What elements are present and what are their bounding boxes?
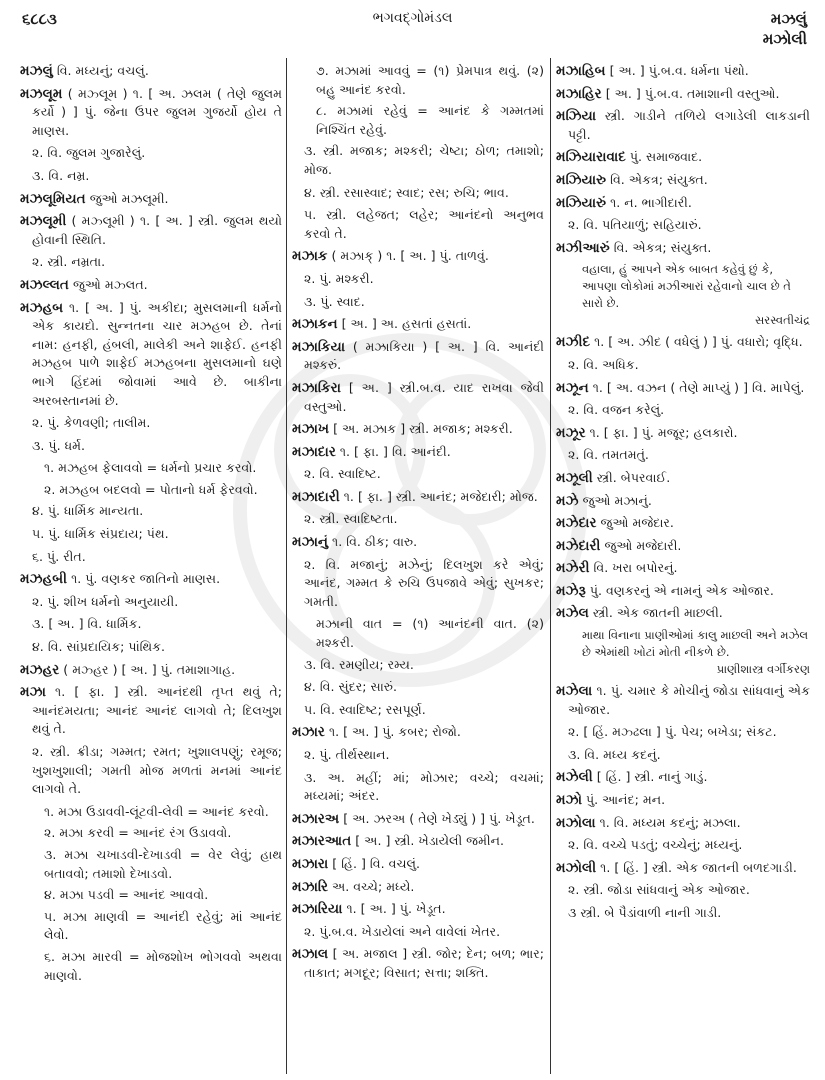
headword: મઝીદ xyxy=(556,334,591,351)
definition-text: ( મઝાકિયા ) [ અ. ] વિ. આનંદી મશ્કરું. xyxy=(304,338,544,373)
headword: મઝાર xyxy=(292,724,325,741)
definition-text: પું. સમાજવાદ. xyxy=(629,149,703,165)
definition-text: [ અ. ઝરઅ ( તેણે ખેડ્યું ) ] પું. ખેડૂત. xyxy=(343,810,535,826)
headword: મઝા xyxy=(20,684,46,701)
entry-sense xyxy=(292,465,544,484)
entry-sense xyxy=(20,638,282,657)
definition-text: વિ. ખરા બપોરનું. xyxy=(593,560,678,576)
column-divider xyxy=(550,58,551,1074)
headword: મઝાહિર xyxy=(556,85,602,102)
definition-text: ( મઝ્લૂમ ) ૧. [ અ. ઝલમ ( તેણે જુલમ કર્યો ) ] પું. જેના ઉપર જુલમ ગુજર્યો હોય તે માણસ. xyxy=(32,85,282,138)
citation-quote xyxy=(556,261,810,329)
dictionary-entry xyxy=(20,190,282,209)
entry-sense xyxy=(556,881,810,900)
dictionary-entry xyxy=(292,723,544,742)
definition-text: ૧. [ હિં. ] સ્ત્રી. એક જાતની બળદગાડી. xyxy=(600,859,797,875)
dictionary-entry xyxy=(556,148,810,167)
dictionary-entry xyxy=(292,832,544,851)
entry-sense xyxy=(556,356,810,375)
dictionary-entry xyxy=(20,276,282,295)
definition-text: ૩ સ્ત્રી. બે પૈડાંવાળી નાની ગાડી. xyxy=(568,905,722,920)
dictionary-entry xyxy=(556,582,810,601)
definition-text: [ અ. ] સ્ત્રી.બ.વ. યાદ રાખવા જેવી વસ્તુઓ. xyxy=(304,379,544,414)
headword: મઝલૂમી xyxy=(20,213,67,230)
headword: મઝેલ xyxy=(556,605,589,622)
entry-sense xyxy=(292,769,544,806)
headword: મઝલૂમ xyxy=(20,85,63,102)
column-2 xyxy=(292,62,544,987)
entry-sense xyxy=(556,216,810,235)
headword: મઝાનું xyxy=(292,534,329,551)
definition-text: ૨. પું.બ.વ. ખેડાયેલાં અને વાવેલાં ખેતર. xyxy=(304,923,501,939)
headword: મઝહબી xyxy=(20,571,68,588)
headword: મઝેરી xyxy=(556,560,590,577)
headword: મઝિયારુ xyxy=(556,171,607,188)
definition-text: [ અ. મઝાક ] સ્ત્રી. મજાક; મશ્કરી. xyxy=(333,421,513,437)
definition-text: ૩. અ. મહીં; માં; મોઝાર; વચ્ચે; વચમાં; મધ્યમાં; અંદર. xyxy=(304,769,544,804)
definition-text: ( મઝ્લૂમી ) ૧. [ અ. ] સ્ત્રી. જુલમ થયો હોવાની સ્થિતિ. xyxy=(32,213,282,247)
dictionary-entry xyxy=(556,171,810,190)
page-number: ૬૮૮૩ xyxy=(22,10,57,28)
definition-text: સ્ત્રી. એક જાતની માછલી. xyxy=(592,605,723,621)
dictionary-entry xyxy=(556,492,810,511)
entry-sense xyxy=(292,62,544,99)
dictionary-entry xyxy=(20,62,282,81)
definition-text: જુઓ મઝાનું. xyxy=(582,492,652,508)
definition-text: ૧. [ અ. ] પું. કબર; રોજો. xyxy=(328,724,461,740)
definition-text: વહાલા, હું આપને એક બાબત કહેવું છું કે, આપણા લોકોમાં મઝીઆરાં રહેવાનો ચાલ છે તે સારો છે. xyxy=(582,262,791,311)
dictionary-entry xyxy=(556,62,810,81)
definition-text: ૨. પું. મશ્કરી. xyxy=(304,270,374,286)
entry-sense xyxy=(292,142,544,179)
headword: મઝલ્લત xyxy=(20,276,69,293)
entry-sense xyxy=(556,446,810,465)
headword: મઝૂન xyxy=(556,379,589,396)
entry-sense xyxy=(556,746,810,765)
book-title: ભગવદ્ગોમંડલ xyxy=(372,10,453,26)
definition-text: ૨. સ્ત્રી. સ્વાદિષ્ટતા. xyxy=(304,511,398,527)
definition-text: ૧. [ ફા. ] પું. મજૂર; હલકારો. xyxy=(589,424,738,440)
definition-text: પું. વણકરનું એ નામનું એક ઓજાર. xyxy=(589,582,774,598)
entry-sense xyxy=(292,701,544,720)
definition-text: ૧. ન. ભાગીદારી. xyxy=(610,194,692,210)
definition-text: ૬. પું. રીત. xyxy=(32,548,86,564)
entry-sense xyxy=(20,144,282,163)
headword: મઝહબ xyxy=(20,299,64,316)
definition-text: વિ. એકત્ર; સંયુક્ત. xyxy=(610,171,708,187)
entry-sense xyxy=(20,502,282,521)
column-3 xyxy=(556,62,810,927)
definition-text: ૨. વિ. સ્વાદિષ્ટ. xyxy=(304,466,381,482)
definition-text: અ. વચ્ચે; મધ્યે. xyxy=(332,878,415,894)
definition-text: ૨. વિ. તમતમતું. xyxy=(568,447,649,463)
definition-text: ૩. સ્ત્રી. મજાક; મશ્કરી; ચેષ્ટા; ઠોળ; તમાશો; મોજ. xyxy=(304,143,544,177)
definition-text: ૧. [ ફા. ] સ્ત્રી. આનંદથી તૃપ્ત થવું તે; આનંદમયતા; આનંદ આનંદ લાગવો તે; દિલખુશ થવું તે. xyxy=(32,684,282,737)
dictionary-entry xyxy=(292,533,544,552)
definition-text: ૧. [ અ. ] પું. અકીદા; મુસલમાની ધર્મનો એક કાયદો. સુન્નતના ચાર મઝહબ છે. તેનાં નામ: હનફી, હંબલી, માલેકી અને શાફેઈ. હનફી મઝહબ પાળે શાફેઈ મઝહબના મુસલમાનો ઘણે ભાગે હિંદમાં જોવામાં આવે છે. બાકીના અરબસ્તાનમાં છે. xyxy=(32,299,282,408)
entry-sense xyxy=(20,824,282,843)
headword: મઝોલા xyxy=(556,814,596,831)
definition-text: ૧. મઝા ઉડાવવી-લૂંટવી-લેવી = આનંદ કરવો. xyxy=(44,803,269,819)
headword: મઝે xyxy=(556,492,579,509)
headword: મઝાક xyxy=(292,248,328,265)
definition-text: ૨. મઝા કરવી = આનંદ રંગ ઉડાવવો. xyxy=(44,825,232,841)
definition-text: ૩. વિ. નમ્ર. xyxy=(32,167,90,183)
definition-text: [ હિં. ] વિ. વચલું. xyxy=(332,855,421,871)
headword: મઝલૂમિયત xyxy=(20,190,86,207)
definition-text: સ્ત્રી. ગાડીને તળિયે લગાડેલી લાકડાની પટ્ટી. xyxy=(568,108,810,142)
headword: મઝેરૂ xyxy=(556,582,586,599)
headword: મઝારિયા xyxy=(292,901,343,918)
definition-text: ( મઝ્હર ) [ અ. ] પું. તમાશાગાહ. xyxy=(63,661,236,677)
definition-text: ૨. [ હિં. મઝ્ઢલા ] પું. પેચ; બખેડા; સંકટ. xyxy=(568,724,777,740)
definition-text: વિ. એકત્ર; સંયુક્ત. xyxy=(613,239,712,255)
dictionary-entry xyxy=(292,420,544,439)
definition-text: ૨. વિ. જુલમ ગુજારેલું. xyxy=(32,145,146,161)
entry-sense xyxy=(20,459,282,478)
definition-text: ૬. મઝા મારવી = મોજશોખ ભોગવવો અથવા માણવો. xyxy=(44,948,282,983)
headword: મઝિયારું xyxy=(556,194,607,211)
entry-sense xyxy=(556,904,810,923)
dictionary-entry xyxy=(292,315,544,334)
citation-source: સરસ્વતીચંદ્ર xyxy=(754,313,810,328)
headword: મઝલું xyxy=(20,63,53,79)
dictionary-entry xyxy=(556,537,810,556)
entry-sense xyxy=(556,836,810,855)
entry-sense xyxy=(556,723,810,742)
guide-word-last: મઝોલી xyxy=(762,30,807,48)
definition-text: જુઓ મજેદાર. xyxy=(600,515,674,531)
definition-text: ( મઝાક્ ) ૧. [ અ. ] પું. તાળવું. xyxy=(331,248,489,264)
entry-sense xyxy=(20,548,282,567)
headword: મઝાદાર xyxy=(292,443,336,460)
dictionary-entry xyxy=(292,488,544,507)
headword: મઝો xyxy=(556,792,582,809)
column-1 xyxy=(20,62,282,988)
definition-text: જુઓ મઝલૂમી. xyxy=(89,190,169,206)
headword: મઝૂર xyxy=(556,424,586,441)
dictionary-entry xyxy=(292,379,544,416)
entry-sense xyxy=(20,948,282,985)
dictionary-entry xyxy=(292,247,544,266)
headword: મઝાખ xyxy=(292,421,330,438)
definition-text: [ હિં. ] સ્ત્રી. નાનું ગાડું. xyxy=(596,769,708,785)
definition-text: ૫. પું. ધાર્મિક સંપ્રદાય; પંથ. xyxy=(32,526,169,542)
column-divider xyxy=(286,58,287,1074)
dictionary-entry xyxy=(20,683,282,739)
dictionary-entry xyxy=(556,682,810,719)
definition-text: ૨. વિ. મજાનું; મઝેનું; દિલખુશ કરે એવું; આનંદ, ગમ્મત કે રુચિ ઉપજાવે એવું; સુખકર; ગમતી. xyxy=(304,556,544,609)
headword: મઝારિ xyxy=(292,878,328,895)
definition-text: ૨. સ્ત્રી. ક્રીડા; ગમ્મત; રમત; ખુશાલપણું; રમૂજ; ખુશખુશાલી; ગમતી મોજ મળતાં મનમાં આનંદ લાગવો તે. xyxy=(32,744,282,797)
definition-text: ૩. મઝા ચખાડવી-દેખાડવી = વેર લેવું; હાથ બતાવવો; તમાશો દેખાડવો. xyxy=(44,846,282,881)
citation-source: પ્રાણીશાસ્ત્ર વર્ગીકરણ xyxy=(716,662,810,677)
entry-sense xyxy=(20,803,282,822)
dictionary-entry xyxy=(20,212,282,249)
entry-sense xyxy=(20,615,282,634)
headword: મઝાહિબ xyxy=(556,63,606,79)
definition-text: ૨. પું. કેળવણી; તાલીમ. xyxy=(32,415,151,431)
definition-text: ૧. વિ. ઠીક; વારુ. xyxy=(332,534,418,550)
entry-sense xyxy=(292,615,544,652)
definition-text: ૧. મઝહબ ફેલાવવો = ધર્મનો પ્રચાર કરવો. xyxy=(44,460,257,476)
headword: મઝાકિરા xyxy=(292,379,341,396)
entry-sense xyxy=(292,656,544,675)
dictionary-entry xyxy=(556,604,810,623)
dictionary-entry xyxy=(556,239,810,258)
headword: મઝેદારી xyxy=(556,537,601,554)
definition-text: ૩. પું. સ્વાદ. xyxy=(304,293,365,309)
dictionary-entry xyxy=(556,333,810,352)
definition-text: ૧. [ અ. ઝીદ ( વધેલું ) ] પું. વધારો; વૃદ્ધિ. xyxy=(594,334,803,350)
entry-sense xyxy=(292,556,544,612)
definition-text: ૨. પું. શીખ ધર્મનો અનુયાયી. xyxy=(32,593,179,609)
definition-text: ૧. વિ. મધ્યમ કદનું; મઝલા. xyxy=(599,814,741,830)
entry-sense xyxy=(20,253,282,272)
definition-text: ૩. વિ. રમણીય; રમ્ય. xyxy=(304,656,414,672)
headword: મઝાલ xyxy=(292,946,329,963)
dictionary-entry xyxy=(292,810,544,829)
definition-text: સ્ત્રી. બેપરવાઈ. xyxy=(596,469,671,485)
headword: મઝેલા xyxy=(556,683,593,700)
definition-text: ૫. મઝા માણવી = આનંદી રહેવું; માં આનંદ લેવો. xyxy=(44,908,282,943)
definition-text: પું. આનંદ; મન. xyxy=(585,792,666,808)
dictionary-entry xyxy=(556,424,810,443)
guide-word-first: મઝલું xyxy=(770,10,807,28)
dictionary-entry xyxy=(292,945,544,982)
entry-sense xyxy=(292,510,544,529)
dictionary-entry xyxy=(292,338,544,375)
dictionary-entry xyxy=(20,661,282,680)
entry-sense xyxy=(20,414,282,433)
headword: મઝારા xyxy=(292,855,329,872)
headword: મઝારઅ xyxy=(292,810,340,827)
dictionary-entry xyxy=(20,85,282,141)
definition-text: ૨. વિ. અધિક. xyxy=(568,356,639,372)
definition-text: [ અ. ] પું.બ.વ. ધર્મના પંથો. xyxy=(609,63,749,78)
dictionary-entry xyxy=(556,559,810,578)
entry-sense xyxy=(20,886,282,905)
entry-sense xyxy=(292,293,544,312)
definition-text: ૧. [ અ. ] પું. ખેડૂત. xyxy=(346,901,446,917)
entry-sense xyxy=(292,746,544,765)
entry-sense xyxy=(292,184,544,203)
headword: મઝાદારી xyxy=(292,488,340,505)
entry-sense xyxy=(556,401,810,420)
dictionary-entry xyxy=(292,900,544,919)
headword: મઝીઆરું xyxy=(556,239,610,256)
dictionary-entry xyxy=(556,768,810,787)
definition-text: ૨. સ્ત્રી. નમ્રતા. xyxy=(32,254,106,270)
entry-sense xyxy=(20,743,282,799)
definition-text: જુઓ મઝ્લત. xyxy=(72,276,148,292)
definition-text: ૪. પું. ધાર્મિક માન્યતા. xyxy=(32,503,144,519)
definition-text: [ અ. ] પું.બ.વ. તમાશાની વસ્તુઓ. xyxy=(605,85,780,101)
entry-sense xyxy=(20,593,282,612)
dictionary-entry xyxy=(292,878,544,897)
headword: મઝાકિયા xyxy=(292,338,346,355)
definition-text: ૩. પું. ધર્મ. xyxy=(32,437,86,453)
definition-text: ૫. સ્ત્રી. લહેજત; લહેર; આનંદનો અનુભવ કરવો તે. xyxy=(304,207,544,241)
definition-text: ૮. મઝામાં રહેવું = આનંદ કે ગમ્મતમાં નિશ્ચિંત રહેવું. xyxy=(316,103,544,137)
dictionary-entry xyxy=(292,855,544,874)
definition-text: ૧. [ ફા. ] વિ. આનંદી. xyxy=(339,443,451,459)
definition-text: ૧. પું. ચમાર કે મોચીનું જોડા સાંધવાનું એક ઓજાર. xyxy=(568,683,810,717)
entry-sense xyxy=(292,678,544,697)
dictionary-entry xyxy=(556,859,810,878)
definition-text: [ અ. મજાલ ] સ્ત્રી. જોર; દેન; બળ; ભાર; તાકાત; મગદૂર; વિસાત; સત્તા; શક્તિ. xyxy=(304,946,544,980)
definition-text: ૨. વિ. પતિયાળું; સહિયારું. xyxy=(568,217,702,233)
headword: મઝાકન xyxy=(292,316,338,333)
definition-text: ૨. સ્ત્રી. જોડા સાંધવાનું એક ઓજાર. xyxy=(568,882,750,898)
dictionary-entry xyxy=(556,107,810,144)
definition-text: ૪. વિ. સુંદર; સારું. xyxy=(304,679,398,695)
dictionary-entry xyxy=(556,814,810,833)
dictionary-entry xyxy=(20,570,282,589)
citation-quote xyxy=(556,627,810,678)
dictionary-entry xyxy=(556,791,810,810)
entry-sense xyxy=(20,846,282,883)
entry-sense xyxy=(292,102,544,139)
definition-text: [ અ. ] સ્ત્રી. ખેડાયેલી જમીન. xyxy=(355,833,504,849)
headword: મઝૂલી xyxy=(556,469,593,486)
definition-text: ૨. પું. તીર્થસ્થાન. xyxy=(304,747,390,762)
headword: મઝેદાર xyxy=(556,515,597,532)
headword: મઝહર xyxy=(20,661,60,678)
headword: મઝિયા xyxy=(556,108,597,125)
entry-sense xyxy=(20,908,282,945)
entry-sense xyxy=(292,270,544,289)
headword: મઝોલી xyxy=(556,859,597,876)
definition-text: ૧. [ ફા. ] સ્ત્રી. આનંદ; મજેદારી; મોજ. xyxy=(343,488,538,504)
dictionary-entry xyxy=(292,443,544,462)
definition-text: વિ. મધ્યનું; વચલું. xyxy=(56,63,149,78)
definition-text: ૫. વિ. સ્વાદિષ્ટ; રસપૂર્ણ. xyxy=(304,701,426,717)
definition-text: ૨. વિ. વજન કરેલું. xyxy=(568,402,665,418)
definition-text: ૧. પું. વણકર જાતિનો માણસ. xyxy=(71,571,221,587)
definition-text: [ અ. ] અ. હસતાં હસતાં. xyxy=(341,316,472,332)
dictionary-entry xyxy=(556,85,810,104)
dictionary-entry xyxy=(556,194,810,213)
dictionary-entry xyxy=(20,299,282,411)
headword: મઝિયારાવાદ xyxy=(556,149,626,166)
definition-text: માથા વિનાના પ્રાણીઓમાં કાલુ માછલી અને મઝેલ છે એમાંથી ખોટાં મોતી નીકળે છે. xyxy=(582,628,809,660)
dictionary-entry xyxy=(556,379,810,398)
definition-text: ૩. [ અ. ] વિ. ધાર્મિક. xyxy=(32,616,142,632)
definition-text: ૭. મઝામાં આવવું = (૧) પ્રેમપાત્ર થવું. (૨) બહુ આનંદ કરવો. xyxy=(316,63,544,97)
entry-sense xyxy=(20,167,282,186)
dictionary-entry xyxy=(556,514,810,533)
definition-text: ૨. મઝહબ બદલવો = પોતાનો ધર્મ ફેરવવો. xyxy=(44,481,258,497)
entry-sense xyxy=(20,525,282,544)
headword: મઝેલી xyxy=(556,769,593,786)
definition-text: મઝાની વાત = (૧) આનંદની વાત. (૨) મશ્કરી. xyxy=(316,616,544,651)
definition-text: ૨. વિ. વચ્ચે પડતું; વચ્ચેનું; મધ્યનું. xyxy=(568,837,743,853)
entry-sense xyxy=(292,923,544,942)
definition-text: ૪. મઝા પડવી = આનંદ આવવો. xyxy=(44,887,209,903)
headword: મઝારઆત xyxy=(292,833,352,850)
dictionary-entry xyxy=(556,469,810,488)
definition-text: ૩. વિ. મધ્ય કદનું. xyxy=(568,746,661,762)
entry-sense xyxy=(20,437,282,456)
entry-sense xyxy=(292,206,544,243)
definition-text: જુઓ મજેદારી. xyxy=(604,537,682,553)
definition-text: ૪. સ્ત્રી. રસાસ્વાદ; સ્વાદ; રસ; રુચિ; ભાવ. xyxy=(304,184,509,200)
entry-sense xyxy=(20,481,282,500)
definition-text: ૪. વિ. સાંપ્રદાયિક; પાંથિક. xyxy=(32,639,166,655)
definition-text: ૧. [ અ. વઝન ( તેણે માપ્યું ) ] વિ. માપેલું. xyxy=(592,379,805,395)
